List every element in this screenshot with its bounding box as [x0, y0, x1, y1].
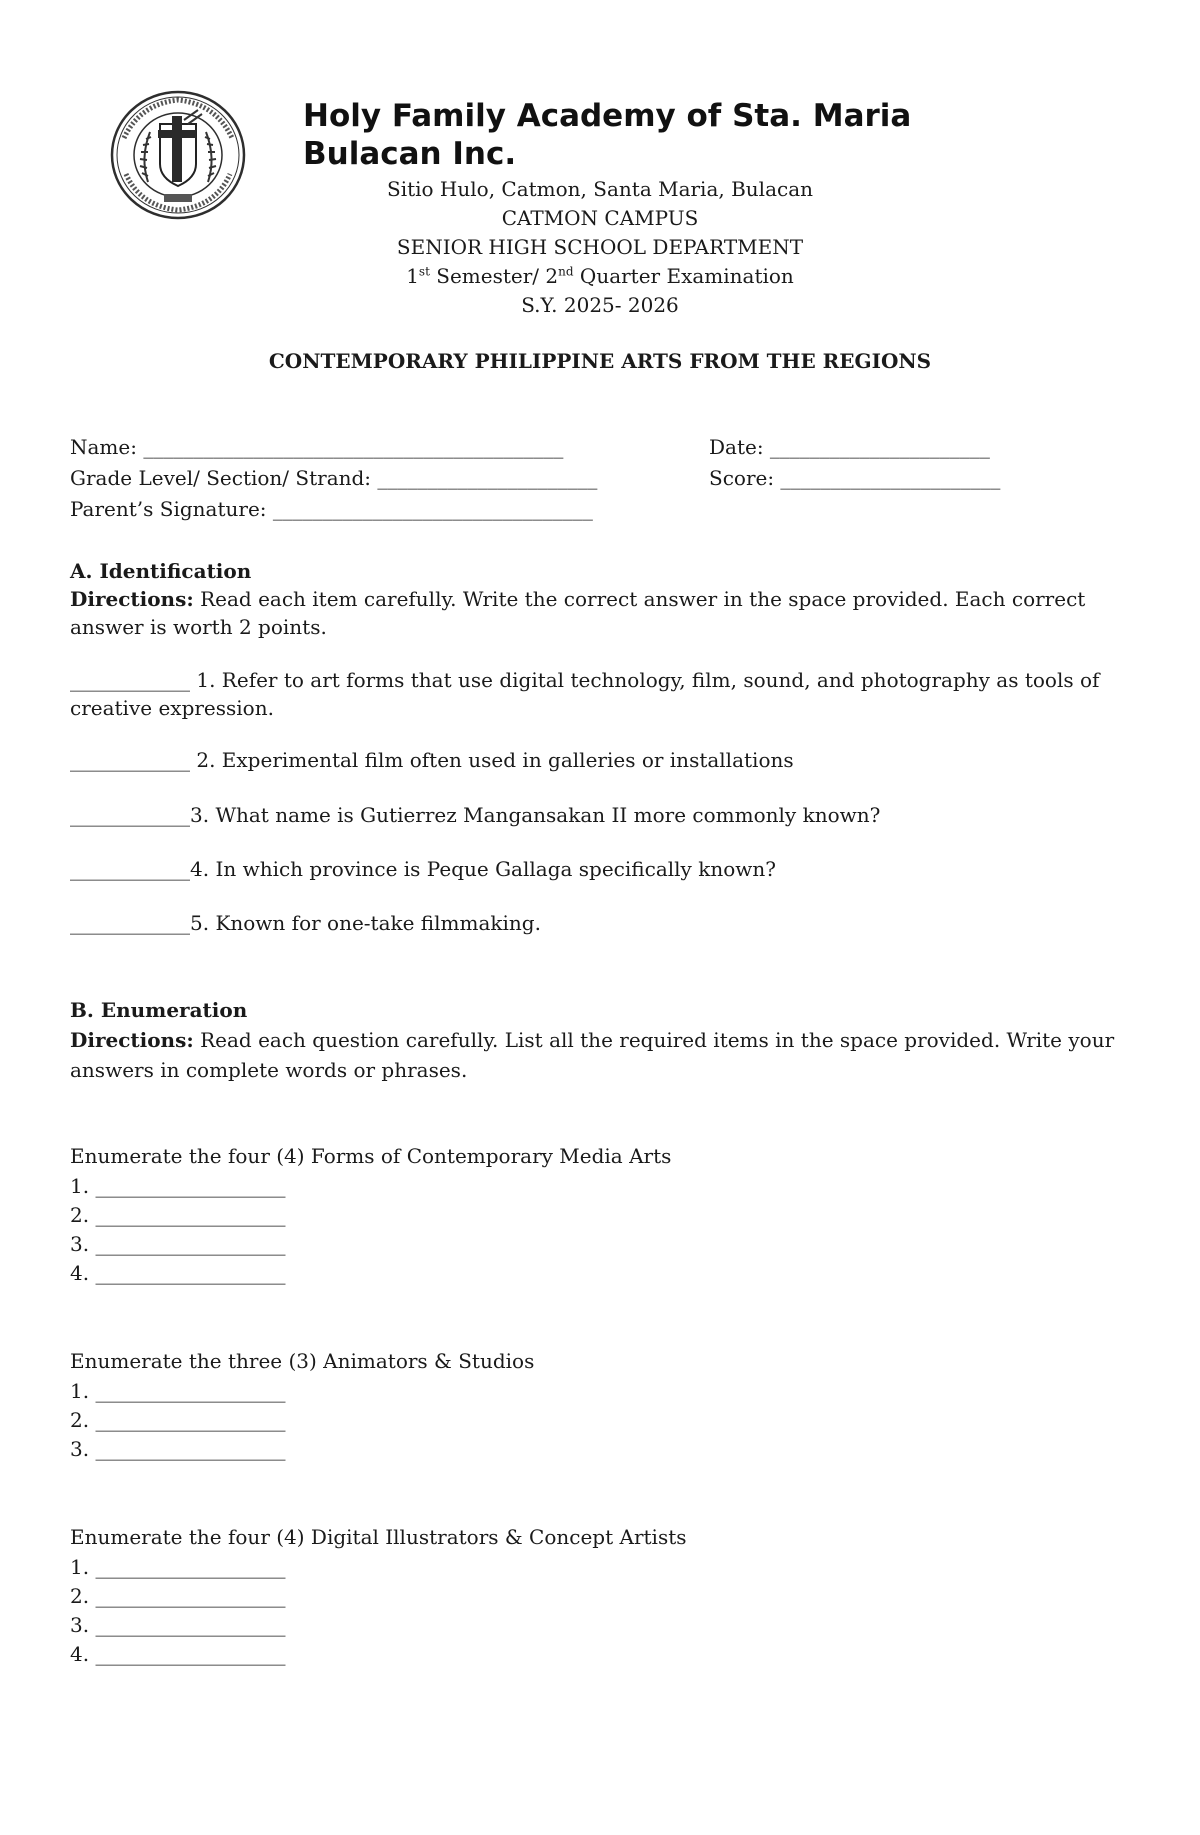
answer-line[interactable]: 1. ___________________: [70, 1379, 286, 1403]
answer-line[interactable]: 4. ___________________: [70, 1642, 286, 1666]
answer-line[interactable]: 4. ___________________: [70, 1261, 286, 1285]
school-seal-logo: [110, 90, 247, 220]
grade-section-strand-field[interactable]: Grade Level/ Section/ Strand: ______________________: [70, 466, 598, 490]
score-field[interactable]: Score: ______________________: [709, 466, 1001, 490]
semester-suffix: st: [418, 264, 430, 279]
section-a-heading: A. Identification: [70, 559, 252, 583]
section-a-directions: [70, 585, 1130, 641]
answer-line[interactable]: 3. ___________________: [70, 1437, 286, 1461]
subject-title: CONTEMPORARY PHILIPPINE ARTS FROM THE REGIONS: [268, 349, 932, 373]
directions-text: Read each item carefully. Write the correct answer in the space provided. Each correct answer is worth 2 points.: [70, 587, 1086, 639]
enumeration-prompt-animators: Enumerate the three (3) Animators & Studios: [70, 1349, 535, 1373]
parent-signature-field[interactable]: Parent’s Signature: ________________________________: [70, 497, 593, 521]
directions-label: Directions:: [70, 1028, 194, 1052]
answer-line[interactable]: 3. ___________________: [70, 1232, 286, 1256]
school-name: [303, 97, 1003, 173]
answer-line[interactable]: 2. ___________________: [70, 1203, 286, 1227]
exam-title: [300, 264, 900, 288]
enumeration-prompt-media-arts: Enumerate the four (4) Forms of Contemporary Media Arts: [70, 1144, 672, 1168]
semester-text: Semester/: [429, 264, 546, 288]
enumeration-prompt-illustrators: Enumerate the four (4) Digital Illustrators & Concept Artists: [70, 1525, 687, 1549]
section-b-directions: [70, 1025, 1140, 1085]
school-name-line2: Bulacan Inc.: [303, 136, 517, 172]
school-address: Sitio Hulo, Catmon, Santa Maria, Bulacan: [387, 177, 813, 201]
quarter-text: Quarter Examination: [573, 264, 794, 288]
answer-line[interactable]: 1. ___________________: [70, 1555, 286, 1579]
semester-number: 1: [406, 264, 419, 288]
answer-line[interactable]: 1. ___________________: [70, 1174, 286, 1198]
identification-item-2[interactable]: ____________ 2. Experimental film often used in galleries or installations: [70, 748, 794, 772]
school-name-line1: Holy Family Academy of Sta. Maria: [303, 98, 912, 134]
quarter-suffix: nd: [558, 264, 574, 279]
answer-line[interactable]: 3. ___________________: [70, 1613, 286, 1637]
identification-item-3[interactable]: ____________3. What name is Gutierrez Mangansakan II more commonly known?: [70, 803, 881, 827]
campus-name: CATMON CAMPUS: [501, 206, 699, 230]
answer-line[interactable]: 2. ___________________: [70, 1584, 286, 1608]
school-year: S.Y. 2025- 2026: [521, 293, 679, 317]
identification-item-4[interactable]: ____________4. In which province is Peque Gallaga specifically known?: [70, 857, 776, 881]
name-field[interactable]: Name: __________________________________________: [70, 435, 564, 459]
department-name: SENIOR HIGH SCHOOL DEPARTMENT: [396, 235, 804, 259]
date-field[interactable]: Date: ______________________: [709, 435, 990, 459]
quarter-number: 2: [545, 264, 559, 288]
answer-line[interactable]: 2. ___________________: [70, 1408, 286, 1432]
directions-text: Read each question carefully. List all the required items in the space provided. Write your answers in complete words or phrases.: [70, 1028, 1115, 1082]
directions-label: Directions:: [70, 587, 194, 611]
identification-item-1[interactable]: ____________ 1. Refer to art forms that use digital technology, film, sound, and photography as tools of creative expression.: [70, 668, 1100, 720]
identification-item-5[interactable]: ____________5. Known for one-take filmmaking.: [70, 911, 541, 935]
section-b-heading: B. Enumeration: [70, 998, 248, 1022]
